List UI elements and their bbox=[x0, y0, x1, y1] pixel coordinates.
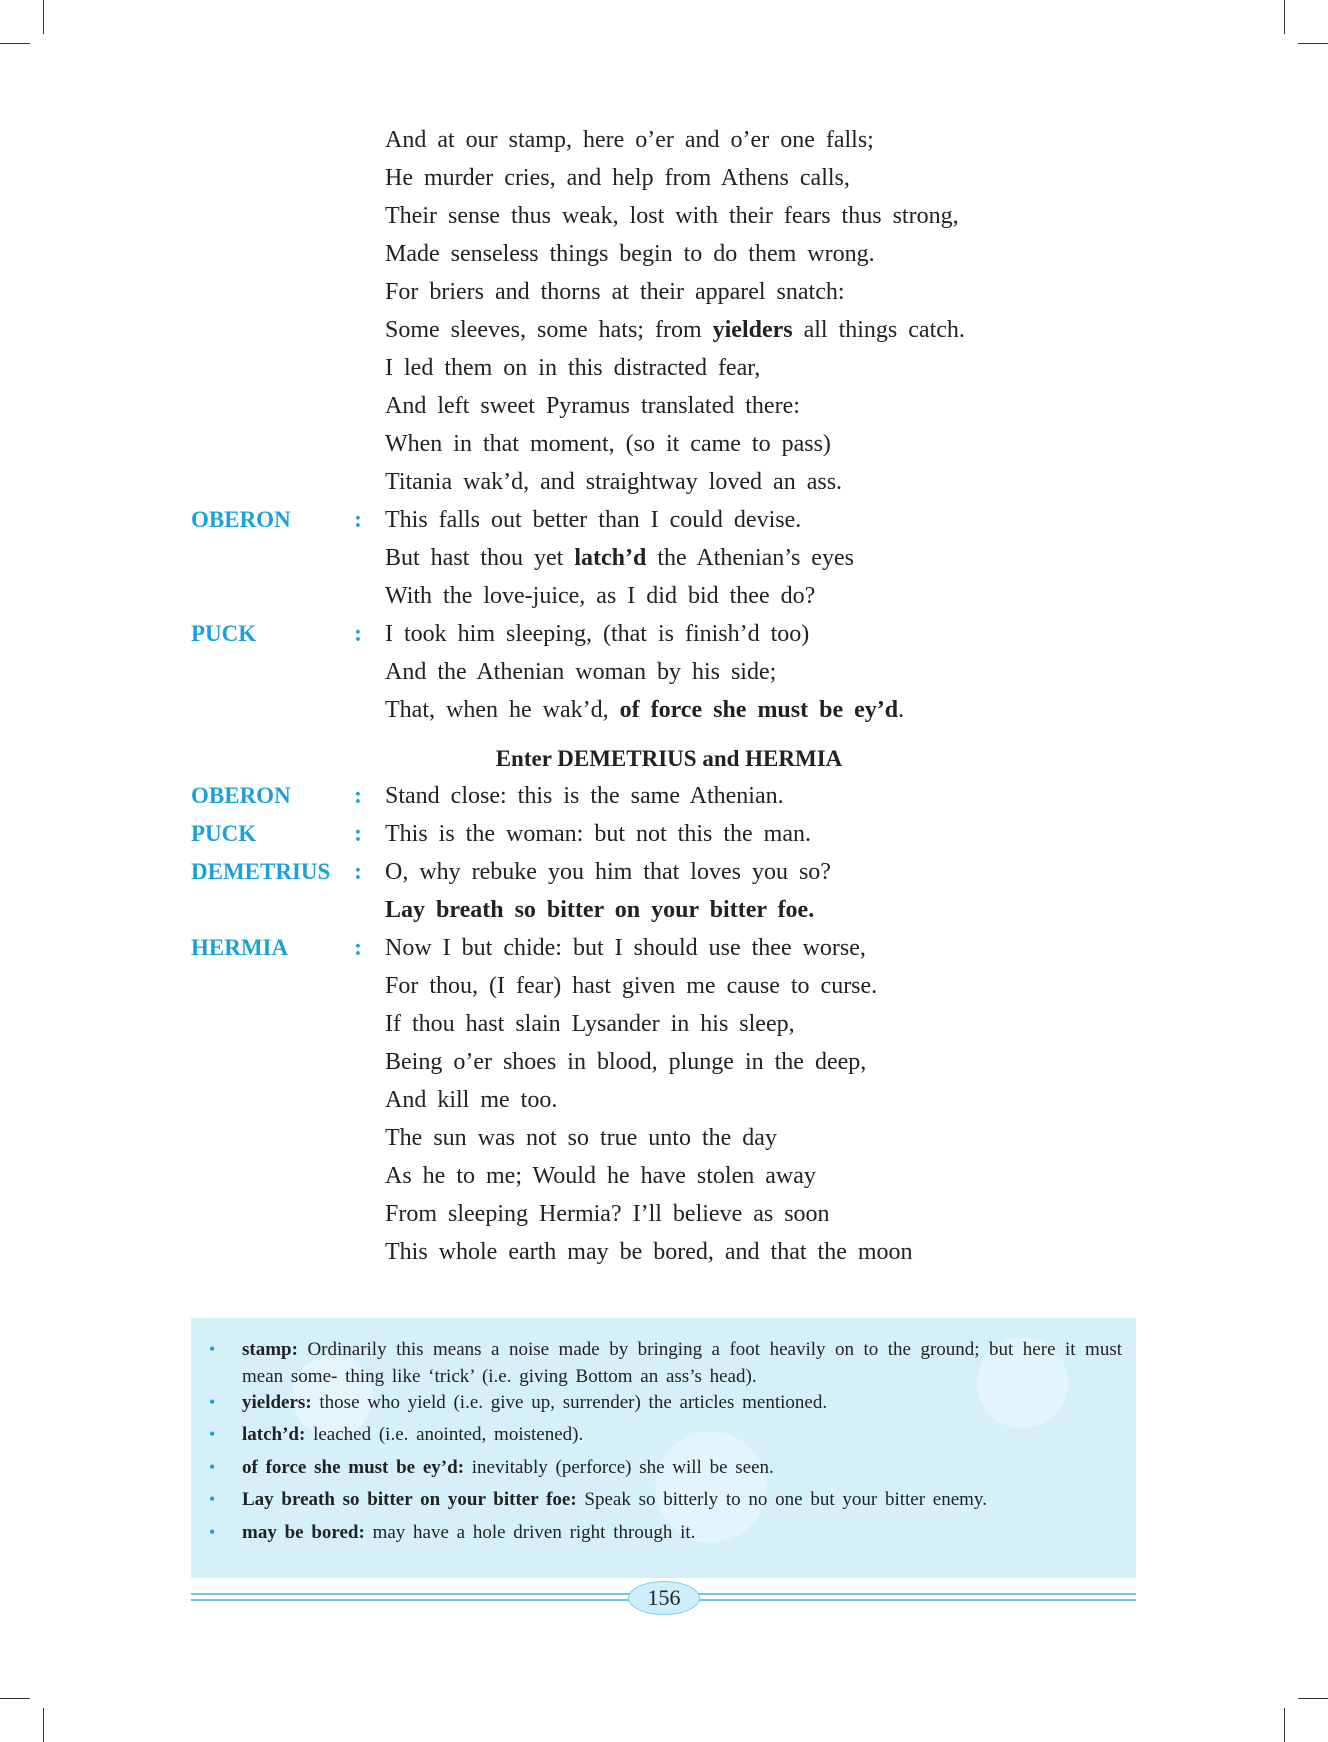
line-text bbox=[385, 1081, 557, 1119]
text-segment: This is the woman: but not this the man. bbox=[385, 821, 811, 847]
glossary-term: latch’d: bbox=[242, 1424, 314, 1445]
crop-mark bbox=[43, 0, 44, 34]
bullet-icon: • bbox=[209, 1339, 216, 1359]
glossary-text bbox=[242, 1421, 1122, 1448]
line-text bbox=[385, 1233, 913, 1271]
glossary-term: of force she must be ey’d: bbox=[242, 1457, 472, 1478]
line-text bbox=[385, 1195, 830, 1233]
crop-mark bbox=[1298, 1698, 1328, 1699]
speaker-colon: : bbox=[354, 621, 362, 647]
line-text bbox=[385, 691, 904, 729]
play-line bbox=[0, 653, 1328, 691]
play-line bbox=[0, 1081, 1328, 1119]
speaker-name: OBERON bbox=[191, 507, 291, 532]
crop-mark bbox=[1298, 43, 1328, 44]
text-segment: Being o’er shoes in blood, plunge in the deep, bbox=[385, 1049, 867, 1075]
text-segment: When in that moment, (so it came to pass) bbox=[385, 431, 831, 457]
line-text bbox=[385, 1005, 795, 1043]
line-text bbox=[385, 967, 877, 1005]
text-segment: And left sweet Pyramus translated there: bbox=[385, 393, 800, 419]
crop-mark bbox=[0, 1698, 30, 1699]
line-text bbox=[385, 653, 776, 691]
line-text bbox=[385, 425, 831, 463]
text-segment: And the Athenian woman by his side; bbox=[385, 659, 777, 685]
play-line bbox=[0, 539, 1328, 577]
play-line bbox=[0, 1005, 1328, 1043]
glossary-text bbox=[242, 1486, 1122, 1513]
text-segment: . bbox=[898, 697, 905, 723]
text-segment: Stand close: this is the same Athenian. bbox=[385, 783, 784, 809]
bullet-icon: • bbox=[209, 1392, 216, 1412]
text-segment: Made senseless things begin to do them wrong. bbox=[385, 241, 875, 267]
crop-mark bbox=[1284, 1708, 1285, 1742]
play-line bbox=[0, 815, 1328, 853]
footer-rule bbox=[191, 1599, 631, 1601]
text-segment: This falls out better than I could devise. bbox=[385, 507, 802, 533]
glossary-term: stamp: bbox=[242, 1339, 308, 1360]
play-line bbox=[0, 159, 1328, 197]
text-segment: For thou, (I fear) hast given me cause to curse. bbox=[385, 973, 878, 999]
speaker-colon: : bbox=[354, 859, 362, 885]
play-line bbox=[0, 929, 1328, 967]
play-line bbox=[0, 1157, 1328, 1195]
glossary-term: Lay breath so bitter on your bitter foe: bbox=[242, 1489, 585, 1510]
play-line bbox=[0, 1119, 1328, 1157]
bold-phrase: yielders bbox=[712, 317, 793, 343]
page-number: 156 bbox=[628, 1581, 700, 1615]
line-text bbox=[385, 463, 842, 501]
footer-rule bbox=[695, 1599, 1136, 1601]
text-segment: As he to me; Would he have stolen away bbox=[385, 1163, 816, 1189]
text-segment: Titania wak’d, and straightway loved an ass. bbox=[385, 469, 843, 495]
play-line bbox=[0, 1043, 1328, 1081]
bold-phrase: Lay breath so bitter on your bitter foe. bbox=[385, 897, 815, 923]
play-line bbox=[0, 311, 1328, 349]
footer-rule bbox=[695, 1593, 1136, 1595]
line-text bbox=[385, 577, 815, 615]
text-segment: But hast thou yet bbox=[385, 545, 575, 571]
text-segment: The sun was not so true unto the day bbox=[385, 1125, 777, 1151]
text-segment: And at our stamp, here o’er and o’er one falls; bbox=[385, 127, 874, 153]
text-segment: That, when he wak’d, bbox=[385, 697, 620, 723]
glossary-definition: leached (i.e. anointed, moistened). bbox=[313, 1424, 584, 1445]
line-text bbox=[385, 121, 874, 159]
line-text bbox=[385, 853, 831, 891]
play-line bbox=[0, 1195, 1328, 1233]
line-text bbox=[385, 539, 854, 577]
text-segment: all things catch. bbox=[792, 317, 965, 343]
text-segment: the Athenian’s eyes bbox=[646, 545, 854, 571]
play-line bbox=[0, 501, 1328, 539]
glossary-box bbox=[191, 1318, 1136, 1578]
text-segment: I led them on in this distracted fear, bbox=[385, 355, 761, 381]
line-text bbox=[385, 1119, 777, 1157]
speaker-name: PUCK bbox=[191, 821, 257, 846]
play-line bbox=[0, 577, 1328, 615]
glossary-term: yielders: bbox=[242, 1392, 320, 1413]
text-segment: And kill me too. bbox=[385, 1087, 558, 1113]
glossary-text bbox=[242, 1389, 1122, 1416]
play-line bbox=[0, 463, 1328, 501]
play-line bbox=[0, 967, 1328, 1005]
bullet-icon: • bbox=[209, 1522, 216, 1542]
speaker-colon: : bbox=[354, 507, 362, 533]
crop-mark bbox=[1284, 0, 1285, 34]
crop-mark bbox=[0, 43, 30, 44]
line-text bbox=[385, 235, 875, 273]
play-line bbox=[0, 853, 1328, 891]
stage-direction: Enter DEMETRIUS and HERMIA bbox=[495, 746, 843, 771]
glossary-text bbox=[242, 1454, 1122, 1481]
play-line bbox=[0, 425, 1328, 463]
glossary-definition: Speak so bitterly to no one but your bitter enemy. bbox=[584, 1489, 987, 1510]
line-text bbox=[385, 891, 814, 929]
play-line bbox=[0, 235, 1328, 273]
glossary-text bbox=[242, 1519, 1122, 1546]
play-line bbox=[0, 387, 1328, 425]
line-text bbox=[385, 501, 801, 539]
play-line bbox=[0, 121, 1328, 159]
play-line bbox=[0, 891, 1328, 929]
line-text bbox=[385, 815, 811, 853]
bullet-icon: • bbox=[209, 1424, 216, 1444]
line-text bbox=[385, 777, 784, 815]
text-segment: With the love-juice, as I did bid thee do? bbox=[385, 583, 816, 609]
play-line bbox=[0, 615, 1328, 653]
text-segment: From sleeping Hermia? I’ll believe as soon bbox=[385, 1201, 830, 1227]
text-segment: Some sleeves, some hats; from bbox=[385, 317, 713, 343]
speaker-name: DEMETRIUS bbox=[191, 859, 331, 884]
line-text bbox=[385, 387, 800, 425]
text-segment: Now I but chide: but I should use thee worse, bbox=[385, 935, 866, 961]
speaker-name: PUCK bbox=[191, 621, 257, 646]
text-segment: This whole earth may be bored, and that the moon bbox=[385, 1239, 913, 1265]
glossary-definition: those who yield (i.e. give up, surrender) the articles mentioned. bbox=[319, 1392, 828, 1413]
play-line bbox=[0, 691, 1328, 729]
speaker-name: HERMIA bbox=[191, 935, 289, 960]
glossary-definition: Ordinarily this means a noise made by bringing a foot heavily on to the ground; but here it must mean some- thing like ‘trick’ (i.e. giving Bottom an ass’s head). bbox=[242, 1339, 1122, 1387]
crop-mark bbox=[43, 1708, 44, 1742]
bullet-icon: • bbox=[209, 1489, 216, 1509]
text-segment: For briers and thorns at their apparel snatch: bbox=[385, 279, 845, 305]
line-text bbox=[385, 1157, 816, 1195]
bold-phrase: latch’d bbox=[574, 545, 647, 571]
glossary-definition: inevitably (perforce) she will be seen. bbox=[471, 1457, 774, 1478]
glossary-term: may be bored: bbox=[242, 1522, 373, 1543]
line-text bbox=[385, 349, 760, 387]
text-segment: I took him sleeping, (that is finish’d too) bbox=[385, 621, 810, 647]
line-text bbox=[385, 197, 959, 235]
line-text bbox=[385, 311, 965, 349]
speaker-name: OBERON bbox=[191, 783, 291, 808]
text-segment: He murder cries, and help from Athens calls, bbox=[385, 165, 850, 191]
bullet-icon: • bbox=[209, 1457, 216, 1477]
glossary-definition: may have a hole driven right through it. bbox=[372, 1522, 696, 1543]
play-line bbox=[0, 1233, 1328, 1271]
speaker-colon: : bbox=[354, 783, 362, 809]
speaker-colon: : bbox=[354, 821, 362, 847]
text-segment: If thou hast slain Lysander in his sleep, bbox=[385, 1011, 795, 1037]
footer-rule bbox=[191, 1593, 631, 1595]
play-line bbox=[0, 777, 1328, 815]
play-line bbox=[0, 349, 1328, 387]
line-text bbox=[385, 615, 809, 653]
bold-phrase: of force she must be ey’d bbox=[619, 697, 899, 723]
text-segment: Their sense thus weak, lost with their fears thus strong, bbox=[385, 203, 959, 229]
text-segment: O, why rebuke you him that loves you so? bbox=[385, 859, 831, 885]
line-text bbox=[385, 929, 866, 967]
line-text bbox=[385, 159, 850, 197]
play-line bbox=[0, 197, 1328, 235]
line-text bbox=[385, 273, 845, 311]
glossary-text bbox=[242, 1336, 1122, 1390]
play-line bbox=[0, 273, 1328, 311]
line-text bbox=[385, 1043, 866, 1081]
speaker-colon: : bbox=[354, 935, 362, 961]
